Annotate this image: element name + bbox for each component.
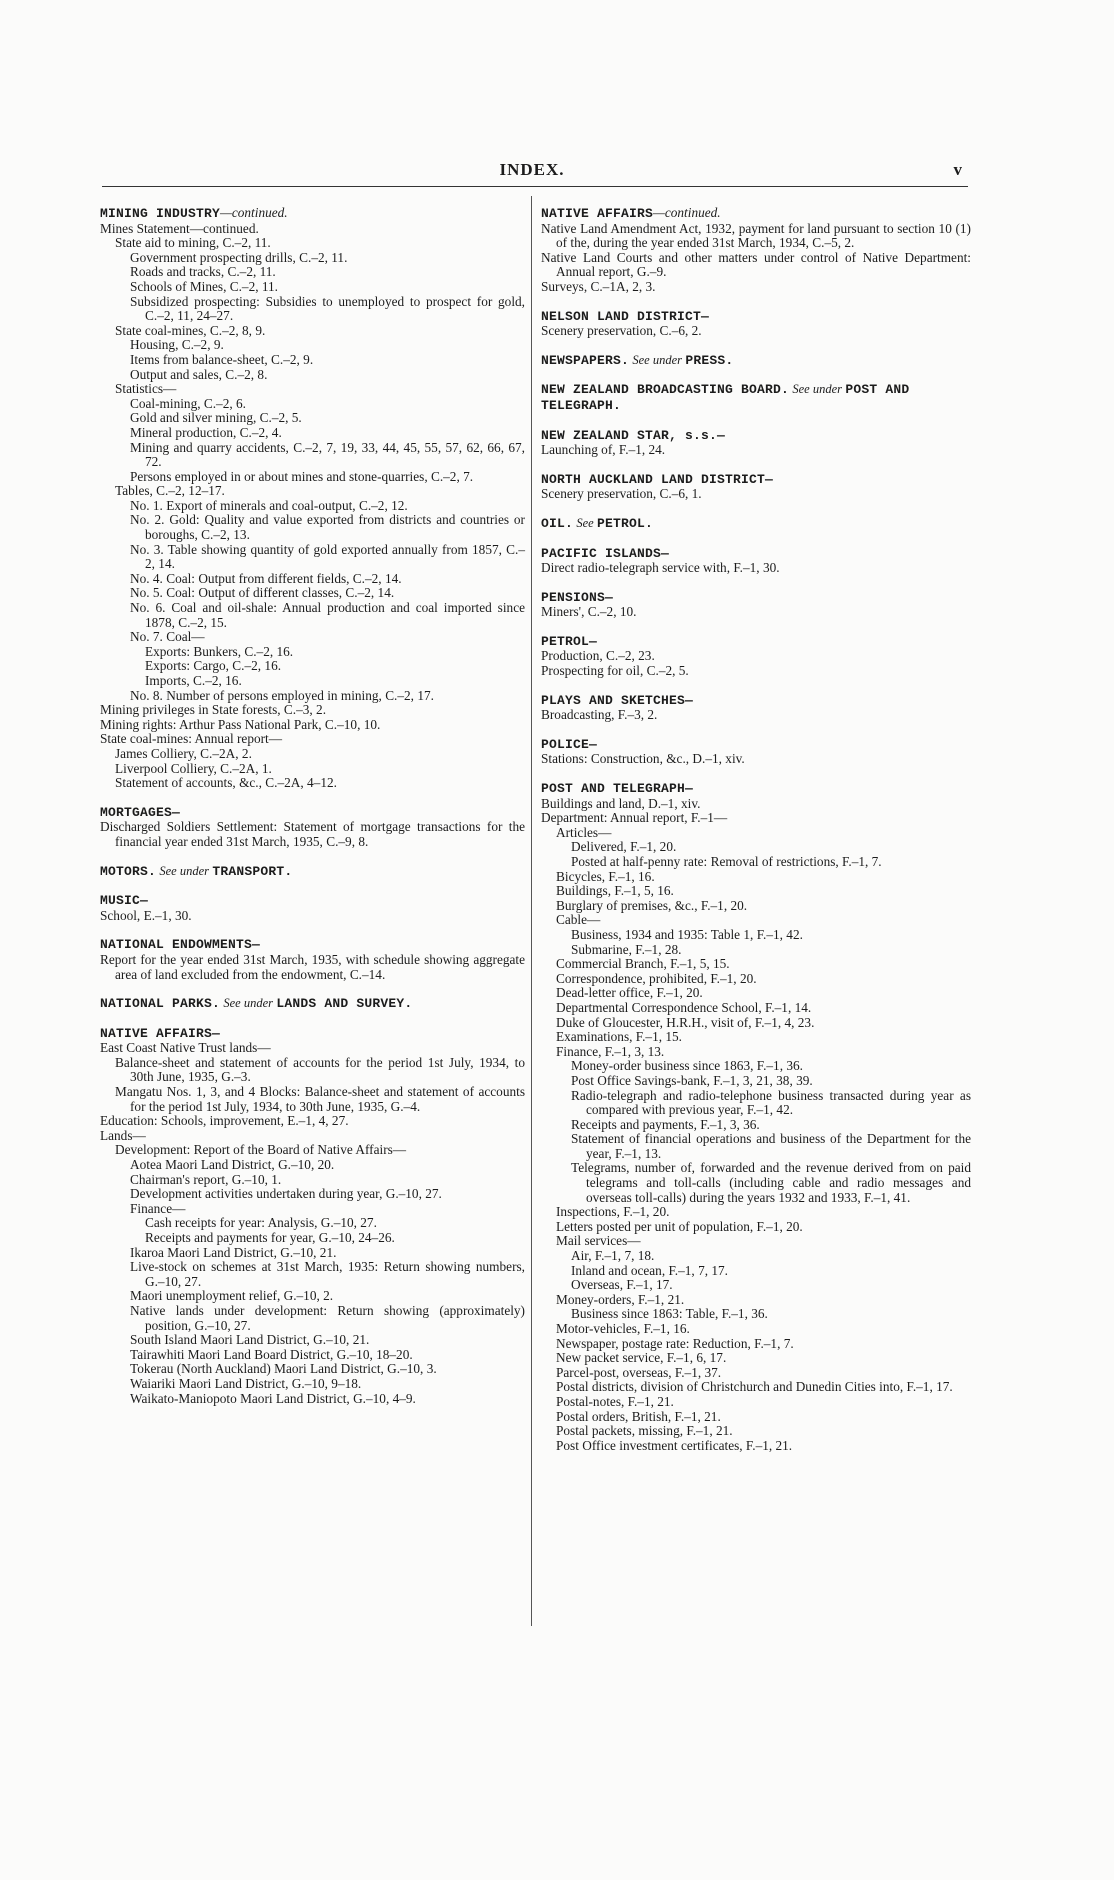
index-entry: Finance— (130, 1200, 186, 1216)
index-entry: Stations: Construction, &c., D.–1, xiv. (541, 751, 745, 767)
index-entry: No. 6. Coal and oil-shale: Annual production and coal imported since 1878, C.–2, 15. (130, 600, 525, 630)
index-block (100, 996, 525, 1012)
index-heading: MINING INDUSTRY (100, 206, 221, 221)
index-heading-line (541, 428, 971, 444)
index-entry: Receipts and payments, F.–1, 3, 36. (571, 1116, 760, 1132)
index-entry: Business since 1863: Table, F.–1, 36. (571, 1306, 768, 1322)
index-heading-line (541, 590, 971, 606)
index-entry: Examinations, F.–1, 15. (556, 1029, 682, 1045)
index-block (100, 864, 525, 880)
index-entry: Statistics— (115, 381, 177, 397)
index-entry: Air, F.–1, 7, 18. (571, 1248, 655, 1264)
index-entry: State coal-mines: Annual report— (100, 731, 283, 747)
index-entry: Postal orders, British, F.–1, 21. (556, 1408, 721, 1424)
index-block (541, 693, 971, 723)
index-entry: Posted at half-penny rate: Removal of restrictions, F.–1, 7. (571, 854, 882, 869)
index-heading-line (100, 893, 525, 909)
index-entry: Output and sales, C.–2, 8. (130, 366, 268, 382)
index-block (100, 893, 525, 923)
page-header (102, 160, 962, 184)
index-entry: Maori unemployment relief, G.–10, 2. (130, 1288, 334, 1304)
index-heading: NORTH AUCKLAND LAND DISTRICT— (541, 471, 774, 487)
index-heading: NATIONAL ENDOWMENTS— (100, 937, 261, 953)
index-entry: Production, C.–2, 23. (541, 648, 655, 664)
see-reference: See under (632, 352, 682, 367)
index-heading: MORTGAGES— (100, 804, 181, 820)
index-entry: Mining rights: Arthur Pass National Park, C.–10, 10. (100, 716, 381, 732)
index-heading: POST AND TELEGRAPH— (541, 781, 694, 797)
index-heading-line (541, 309, 971, 325)
index-block (100, 1026, 525, 1406)
index-entry: Mining and quarry accidents, C.–2, 7, 19, 33, 44, 45, 55, 57, 62, 66, 67, 72. (130, 439, 525, 470)
index-entry: Dead-letter office, F.–1, 20. (556, 985, 703, 1001)
index-block (541, 428, 971, 458)
index-block (100, 937, 525, 982)
index-block (541, 546, 971, 576)
index-entry: Persons employed in or about mines and stone-quarries, C.–2, 7. (130, 468, 474, 484)
index-heading: POLICE— (541, 736, 598, 752)
index-entry: Aotea Maori Land District, G.–10, 20. (130, 1157, 335, 1173)
index-entry: Education: Schools, improvement, E.–1, 4, 27. (100, 1113, 349, 1129)
index-entry: Ikaroa Maori Land District, G.–10, 21. (130, 1244, 337, 1260)
index-entry: Imports, C.–2, 16. (145, 673, 242, 688)
index-entry: Subsidized prospecting: Subsidies to unemployed to prospect for gold, C.–2, 11, 24–27. (130, 293, 525, 324)
index-block (541, 472, 971, 502)
index-heading-line (541, 472, 971, 488)
index-entry: Housing, C.–2, 9. (130, 337, 224, 353)
index-entry: Receipts and payments for year, G.–10, 24–26. (145, 1230, 395, 1245)
index-entry: Broadcasting, F.–3, 2. (541, 707, 658, 723)
index-entry: Development activities undertaken during year, G.–10, 27. (130, 1186, 442, 1202)
index-entry: Roads and tracks, C.–2, 11. (130, 264, 276, 280)
index-entry: Post Office Savings-bank, F.–1, 3, 21, 38, 39. (571, 1072, 813, 1088)
index-entry: Scenery preservation, C.–6, 2. (541, 323, 702, 339)
index-entry: Money-order business since 1863, F.–1, 36. (571, 1058, 803, 1074)
index-entry: East Coast Native Trust lands— (100, 1040, 271, 1056)
index-entry: Prospecting for oil, C.–2, 5. (541, 663, 689, 679)
index-heading: PLAYS AND SKETCHES— (541, 692, 694, 708)
index-entry: Statement of accounts, &c., C.–2A, 4–12. (115, 775, 337, 791)
index-entry: School, E.–1, 30. (100, 907, 192, 923)
index-heading: NATIVE AFFAIRS (541, 206, 654, 221)
index-heading: OIL. (541, 515, 574, 531)
index-entry: Inspections, F.–1, 20. (556, 1204, 670, 1220)
index-entry: Mail services— (556, 1233, 641, 1249)
index-entry: No. 5. Coal: Output of different classes, C.–2, 14. (130, 585, 395, 601)
index-heading-line (100, 1026, 525, 1042)
index-heading: NELSON LAND DISTRICT— (541, 308, 710, 324)
index-entry: James Colliery, C.–2A, 2. (115, 745, 252, 761)
index-entry: Mining privileges in State forests, C.–3, 2. (100, 702, 327, 718)
index-entry: Liverpool Colliery, C.–2A, 1. (115, 760, 272, 776)
index-entry: Launching of, F.–1, 24. (541, 442, 666, 458)
index-block (541, 353, 971, 369)
index-entry: Miners', C.–2, 10. (541, 604, 637, 620)
index-entry: Submarine, F.–1, 28. (571, 941, 682, 957)
see-reference: See under (223, 996, 273, 1011)
index-heading-line (100, 996, 525, 1012)
header-rule (102, 186, 968, 187)
index-entry: Postal packets, missing, F.–1, 21. (556, 1423, 733, 1439)
index-entry: Exports: Cargo, C.–2, 16. (145, 658, 282, 674)
index-heading-line (100, 864, 525, 880)
index-entry: Tairawhiti Maori Land Board District, G.–10, 18–20. (130, 1346, 413, 1362)
index-entry: Articles— (556, 824, 612, 840)
index-entry: Surveys, C.–1A, 2, 3. (541, 278, 656, 294)
index-entry: Mangatu Nos. 1, 3, and 4 Blocks: Balance-sheet and statement of accounts for the period 1st July, 1934, to 30th June, 1935, G.–4. (115, 1084, 525, 1114)
see-reference: See (576, 515, 594, 530)
index-entry: Mineral production, C.–2, 4. (130, 424, 282, 440)
index-heading: NEW ZEALAND STAR, s.s.— (541, 427, 726, 443)
index-entry: Coal-mining, C.–2, 6. (130, 395, 246, 411)
index-entry: State aid to mining, C.–2, 11. (115, 235, 271, 251)
index-entry: Bicycles, F.–1, 16. (556, 868, 655, 884)
index-entry: Tokerau (North Auckland) Maori Land District, G.–10, 3. (130, 1361, 437, 1377)
index-entry: Native Land Courts and other matters under control of Native Department: Annual report, G.–9. (541, 249, 971, 280)
index-heading-line (100, 805, 525, 821)
index-heading: PACIFIC ISLANDS— (541, 545, 670, 561)
left-column (100, 206, 525, 1406)
index-block (541, 590, 971, 620)
index-heading-line (541, 634, 971, 650)
right-column (541, 206, 971, 1453)
index-entry: Balance-sheet and statement of accounts for the period 1st July, 1934, to 30th June, 1935, G.–3. (115, 1054, 525, 1085)
index-entry: No. 3. Table showing quantity of gold exported annually from 1857, C.–2, 14. (130, 541, 525, 572)
index-block (541, 634, 971, 679)
index-entry: Tables, C.–2, 12–17. (115, 483, 225, 499)
index-entry: Inland and ocean, F.–1, 7, 17. (571, 1262, 728, 1278)
index-entry: Items from balance-sheet, C.–2, 9. (130, 351, 314, 367)
index-entry: No. 8. Number of persons employed in mining, C.–2, 17. (130, 687, 434, 703)
see-target: LANDS AND SURVEY. (276, 996, 413, 1012)
index-entry: No. 2. Gold: Quality and value exported from districts and countries or boroughs, C.–2, 13. (130, 512, 525, 543)
page-title: INDEX. (499, 160, 565, 179)
index-entry: Discharged Soldiers Settlement: Statement of mortgage transactions for the financial year ended 31st March, 1935, C.–9, 8. (100, 819, 525, 849)
see-target: POST AND TELEGRAPH. (541, 382, 910, 413)
index-entry: No. 1. Export of minerals and coal-output, C.–2, 12. (130, 497, 408, 513)
index-entry: Newspaper, postage rate: Reduction, F.–1, 7. (556, 1335, 794, 1351)
index-entry: Radio-telegraph and radio-telephone business transacted during year as compared with previous year, F.–1, 42. (571, 1087, 971, 1118)
index-entry: Buildings and land, D.–1, xiv. (541, 795, 701, 811)
index-entry: Motor-vehicles, F.–1, 16. (556, 1321, 690, 1336)
index-heading: NATIONAL PARKS. (100, 996, 221, 1012)
index-entry: Departmental Correspondence School, F.–1, 14. (556, 999, 812, 1015)
index-entry: No. 7. Coal— (130, 629, 205, 645)
index-block (541, 382, 971, 413)
index-entry: Correspondence, prohibited, F.–1, 20. (556, 970, 757, 986)
index-entry: Department: Annual report, F.–1— (541, 810, 728, 826)
index-heading: MOTORS. (100, 863, 157, 879)
index-entry: Post Office investment certificates, F.–1, 21. (556, 1437, 793, 1453)
column-divider (531, 196, 532, 1626)
index-heading-line (541, 693, 971, 709)
index-entry: Chairman's report, G.–10, 1. (130, 1171, 282, 1187)
page-number: v (953, 160, 962, 179)
index-entry: Gold and silver mining, C.–2, 5. (130, 410, 302, 426)
index-block (100, 206, 525, 791)
index-entry: Commercial Branch, F.–1, 5, 15. (556, 956, 730, 972)
index-entry: Buildings, F.–1, 5, 16. (556, 883, 674, 899)
index-entry: No. 4. Coal: Output from different fields, C.–2, 14. (130, 570, 402, 586)
index-entry: Scenery preservation, C.–6, 1. (541, 486, 702, 502)
index-entry: Native lands under development: Return showing (approximately) position, G.–10, 27. (130, 1302, 525, 1333)
heading-continued-note: —continued. (220, 205, 288, 220)
index-block (541, 516, 971, 532)
index-entry: Duke of Gloucester, H.R.H., visit of, F.–1, 4, 23. (556, 1014, 815, 1030)
index-entry: New packet service, F.–1, 6, 17. (556, 1350, 727, 1366)
index-heading: NATIVE AFFAIRS— (100, 1025, 221, 1041)
index-entry: Exports: Bunkers, C.–2, 16. (145, 643, 294, 659)
index-entry: Mines Statement—continued. (100, 220, 259, 236)
index-entry: Telegrams, number of, forwarded and the revenue derived from on paid telegrams and toll-calls (including cable and radio messages and overseas toll-calls) during the years 1932 and 1933, F.–1, 41. (571, 1160, 971, 1205)
index-entry: Development: Report of the Board of Native Affairs— (115, 1142, 407, 1158)
index-entry: Cable— (556, 912, 601, 928)
index-entry: Finance, F.–1, 3, 13. (556, 1043, 665, 1059)
index-entry: Direct radio-telegraph service with, F.–1, 30. (541, 560, 780, 576)
index-heading-line (541, 382, 971, 413)
index-block (541, 781, 971, 1453)
see-target: PETROL. (597, 515, 654, 531)
see-target: TRANSPORT. (212, 863, 293, 879)
index-entry: Live-stock on schemes at 31st March, 1935: Return showing numbers, G.–10, 27. (130, 1259, 525, 1289)
index-heading: MUSIC— (100, 893, 149, 909)
index-entry: Parcel-post, overseas, F.–1, 37. (556, 1364, 722, 1380)
index-block (541, 309, 971, 339)
index-entry: Money-orders, F.–1, 21. (556, 1291, 685, 1307)
index-block (541, 206, 971, 295)
index-heading: PETROL— (541, 633, 598, 649)
index-entry: Statement of financial operations and business of the Department for the year, F.–1, 13. (571, 1131, 971, 1161)
index-entry: Native Land Amendment Act, 1932, payment for land pursuant to section 10 (1) of the, during the year ended 31st March, 1934, C.–5, 2. (541, 220, 971, 251)
index-entry: Lands— (100, 1127, 146, 1143)
index-entry: Business, 1934 and 1935: Table 1, F.–1, 42. (571, 926, 803, 942)
index-block (541, 737, 971, 767)
index-entry: State coal-mines, C.–2, 8, 9. (115, 322, 266, 338)
index-block (100, 805, 525, 850)
index-entry: Government prospecting drills, C.–2, 11. (130, 249, 348, 265)
index-entry: Letters posted per unit of population, F.–1, 20. (556, 1218, 803, 1234)
index-entry: Report for the year ended 31st March, 1935, with schedule showing aggregate area of land excluded from the endowment, C.–14. (100, 951, 525, 982)
index-entry: Burglary of premises, &c., F.–1, 20. (556, 897, 748, 913)
index-heading: PENSIONS— (541, 589, 614, 605)
index-heading-line (541, 781, 971, 797)
index-heading-line (541, 353, 971, 369)
index-entry: Schools of Mines, C.–2, 11. (130, 278, 278, 294)
index-heading: NEW ZEALAND BROADCASTING BOARD. (541, 382, 790, 398)
index-entry: South Island Maori Land District, G.–10, 21. (130, 1332, 370, 1348)
heading-continued-note: —continued. (653, 205, 721, 220)
index-entry: Cash receipts for year: Analysis, G.–10, 27. (145, 1215, 377, 1231)
index-heading-line (100, 937, 525, 953)
see-reference: See under (792, 382, 843, 397)
see-reference: See under (159, 863, 209, 878)
see-target: PRESS. (685, 352, 734, 368)
index-heading-line (541, 516, 971, 532)
index-heading-line (100, 206, 525, 222)
index-heading: NEWSPAPERS. (541, 352, 630, 368)
index-heading-line (541, 737, 971, 753)
index-heading-line (541, 546, 971, 562)
index-heading-line (541, 206, 971, 222)
index-entry: Postal-notes, F.–1, 21. (556, 1393, 674, 1409)
index-entry: Waikato-Maniopoto Maori Land District, G.–10, 4–9. (130, 1390, 416, 1406)
index-entry: Delivered, F.–1, 20. (571, 839, 677, 855)
index-entry: Postal districts, division of Christchurch and Dunedin Cities into, F.–1, 17. (556, 1379, 953, 1395)
index-entry: Waiariki Maori Land District, G.–10, 9–18. (130, 1375, 362, 1391)
index-entry: Overseas, F.–1, 17. (571, 1277, 673, 1293)
